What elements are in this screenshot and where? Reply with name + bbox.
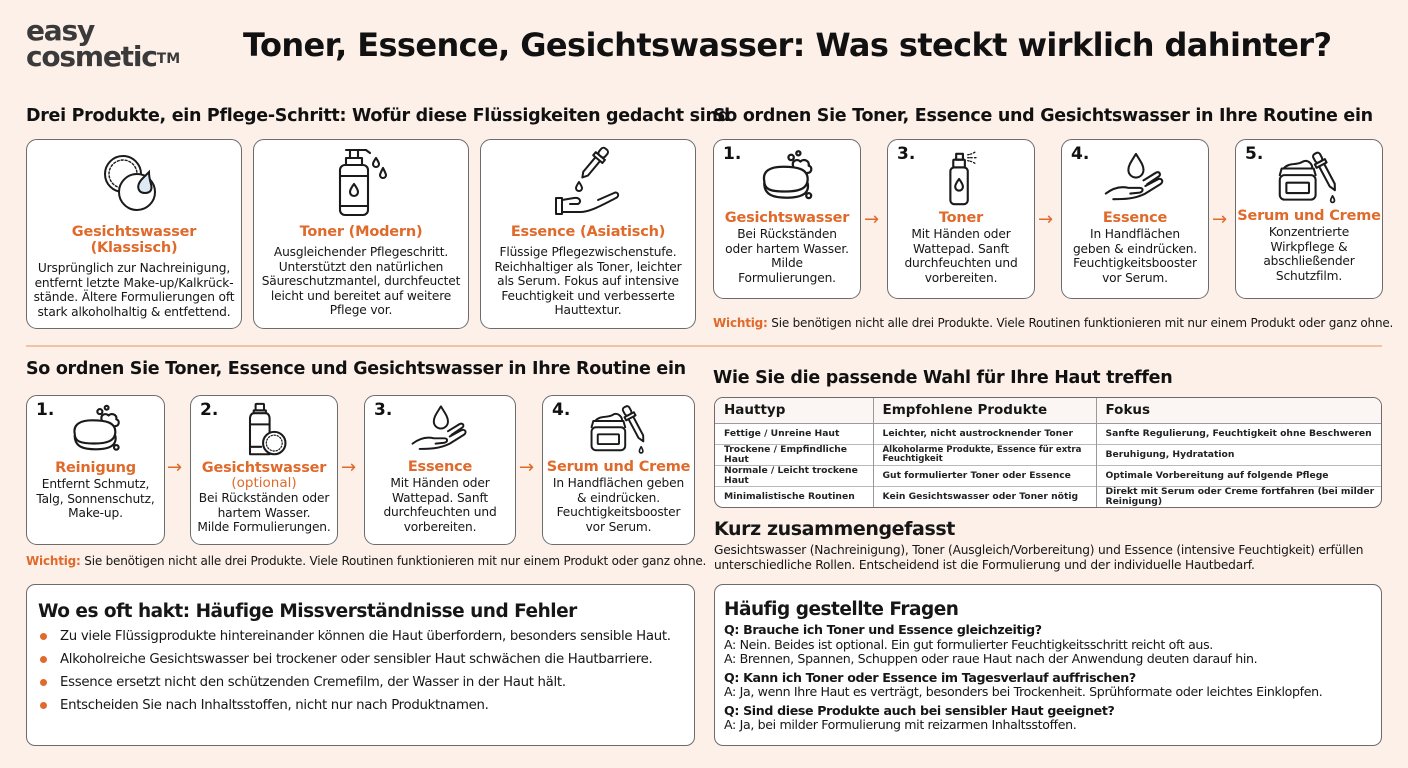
card-line: stark alkoholhaltig & entfettend. (37, 304, 231, 319)
product-card-gesichtswasser (26, 139, 242, 329)
step-line: abschließender (1263, 254, 1355, 269)
arrow-right-icon: → (1212, 209, 1228, 230)
step-description (27, 477, 164, 521)
step-number: 3. (374, 400, 393, 420)
step-line: Bei Rückständen oder (198, 491, 330, 505)
step-title: Essence (1102, 210, 1168, 226)
step-description (1062, 227, 1208, 285)
step-description (888, 227, 1034, 285)
table-cell: Beruhigung, Hydratation (1096, 444, 1381, 465)
step-title: Gesichtswasser (201, 460, 327, 476)
mistakes-list (38, 630, 684, 713)
column-header: Empfohlene Produkte (873, 398, 1096, 423)
step-number: 1. (36, 400, 55, 420)
list-item (38, 630, 684, 644)
list-item (38, 676, 684, 690)
step-line: Make-up. (68, 506, 123, 521)
faq-question: Q: Kann ich Toner oder Essence im Tagesverlauf auffrischen? (724, 669, 1136, 685)
note-label: Wichtig: (713, 316, 768, 330)
table-cell: Alkoholarme Produkte, Essence für extra Feuchtigkeit (873, 444, 1096, 465)
brand-logo (26, 14, 186, 73)
card-line: Feuchtigkeit und verbesserte (501, 288, 675, 303)
faq-answer: A: Nein. Beides ist optional. Ein gut formulierter Feuchtigkeitsschritt reicht oft aus. (724, 636, 1213, 652)
faq-item (724, 671, 1373, 700)
note-label: Wichtig: (26, 554, 81, 568)
table-cell: Normale / Leicht trockene Haut (715, 465, 873, 486)
step-description (714, 227, 860, 285)
bottle-pad-icon (240, 402, 288, 458)
brand-line-1: easy (26, 14, 95, 47)
step-line: In Handflächen (1090, 227, 1180, 241)
step-number: 4. (1071, 144, 1090, 164)
step-line: Schutzfilm. (1275, 268, 1343, 283)
spray-bottle-icon (941, 150, 981, 208)
routine-left-step-1 (26, 395, 165, 545)
column-header: Hauttyp (715, 398, 873, 423)
routine-right-step-3 (887, 139, 1035, 299)
table-cell: Sanfte Regulierung, Feuchtigkeit ohne Beschweren (1096, 423, 1381, 444)
bullet-icon (40, 702, 47, 709)
table-row (715, 423, 1381, 444)
step-line: Feuchtigkeitsbooster (1073, 256, 1197, 271)
faq-answer: A: Brennen, Spannen, Schuppen oder raue Haut nach der Anwendung deuten darauf hin. (724, 651, 1258, 666)
skin-table-title: Wie Sie die passende Wahl für Ihre Haut treffen (713, 368, 1173, 388)
step-line: Mit Händen oder (911, 227, 1011, 241)
column-header: Fokus (1096, 398, 1381, 423)
step-description (543, 476, 694, 534)
step-line: Mit Händen oder (390, 476, 490, 490)
card-title: Essence (Asiatisch) (510, 224, 666, 240)
card-line: Ausgleichender Pflegeschritt. (273, 245, 449, 259)
step-line: oder hartem Wasser. (725, 241, 849, 256)
page-title: Toner, Essence, Gesichtswasser: Was steckt wirklich dahinter? (243, 26, 1332, 64)
step-line: Formulierungen. (738, 270, 836, 285)
cream-jar-dropper-icon (588, 402, 650, 456)
routine-right-title: So ordnen Sie Toner, Essence und Gesichtswasser in Ihre Routine ein (713, 106, 1373, 126)
table-cell: Fettige / Unreine Haut (724, 427, 840, 439)
step-line: Milde Formulierungen. (197, 520, 331, 535)
step-line: hartem Wasser. (217, 505, 311, 520)
faq-box (714, 584, 1382, 746)
step-number: 5. (1245, 144, 1264, 164)
routine-right-step-1 (713, 139, 861, 299)
summary-title: Kurz zusammengefasst (714, 518, 955, 540)
routine-left-step-3 (364, 395, 516, 545)
table-header-row (715, 398, 1381, 423)
card-line: entfernt letzte Make-up/Kalkrück- (34, 275, 234, 290)
table-cell: Gut formulierter Toner oder Essence (873, 465, 1096, 486)
arrow-right-icon: → (341, 457, 357, 478)
step-line: Bei Rückständen (737, 227, 837, 241)
card-line: Hauttextur. (554, 303, 622, 318)
bullet-icon (40, 633, 47, 640)
list-item (38, 699, 684, 713)
trademark: TM (156, 51, 181, 67)
step-line: Entfernt Schmutz, (41, 477, 150, 491)
step-title: Reinigung (55, 460, 136, 476)
step-number: 4. (552, 400, 571, 420)
section-divider (26, 345, 1382, 347)
faq-question: Q: Brauche ich Toner und Essence gleichzeitig? (724, 622, 1042, 637)
summary-text: Gesichtswasser (Nachreinigung), Toner (Ausgleich/Vorbereitung) und Essence (intensive Feuchtigkeit) erfüllen unterschiedliche Rollen. Entscheidend ist die Formulierung und der individuelle Hautbedarf. (714, 543, 1364, 572)
step-description (365, 476, 515, 534)
step-number: 2. (200, 400, 219, 420)
step-line: geben & eindrücken. (1072, 241, 1198, 256)
step-subtitle: (optional) (231, 475, 297, 491)
mistakes-box (26, 584, 695, 746)
step-title: Serum und Creme (1237, 208, 1381, 224)
card-line: Flüssige Pflegezwischenstufe. (499, 245, 677, 259)
card-title: Gesichtswasser (Klassisch) (71, 224, 197, 256)
routine-left-step-4 (542, 395, 695, 545)
note-text: Sie benötigen nicht alle drei Produkte. Viele Routinen funktionieren mit nur einem Produkt oder ganz ohne. (767, 316, 1394, 330)
step-line: Milde (771, 256, 803, 271)
step-line: durchfeuchten und (383, 505, 497, 520)
routine-left-title: So ordnen Sie Toner, Essence und Gesichtswasser in Ihre Routine ein (26, 359, 686, 379)
note-text: Sie benötigen nicht alle drei Produkte. Viele Routinen funktionieren mit nur einem Produkt oder ganz ohne. (80, 554, 707, 568)
card-line: Pflege vor. (329, 303, 393, 318)
soap-icon (67, 404, 125, 454)
step-description (1236, 225, 1382, 283)
table-row (715, 444, 1381, 465)
card-line: Unterstützt den natürlichen (278, 259, 444, 274)
list-item-text: Alkoholreiche Gesichtswasser bei trockener oder sensibler Haut schwächen die Hautbarriere. (60, 652, 653, 667)
pump-bottle-icon (326, 146, 396, 218)
arrow-right-icon: → (167, 457, 183, 478)
step-line: vor Serum. (1102, 270, 1168, 285)
table-cell: Leichter, nicht austrocknender Toner (873, 423, 1096, 444)
card-description (254, 245, 468, 318)
step-number: 3. (897, 144, 916, 164)
step-title: Toner (938, 210, 984, 226)
step-line: durchfeuchten und (904, 256, 1018, 271)
card-description (481, 245, 695, 318)
step-description (191, 491, 337, 535)
step-line: Wattepad. Sanft (391, 490, 489, 505)
step-title: Essence (407, 459, 473, 475)
card-line: Ursprünglich zur Nachreinigung, (37, 261, 231, 275)
step-line: Talg, Sonnenschutz, (36, 491, 155, 506)
card-line: Säureschutzmantel, durchfeuctet (261, 274, 461, 289)
arrow-right-icon: → (864, 209, 880, 230)
bullet-icon (40, 679, 47, 686)
step-line: In Handflächen geben (552, 476, 685, 490)
faq-question: Q: Sind diese Produkte auch bei sensibler Haut geeignet? (724, 702, 1115, 718)
soap-icon (756, 150, 818, 202)
brand-line-2: cosmetic (26, 40, 157, 73)
list-item-text: Zu viele Flüssigprodukte hintereinander können die Haut überfordern, besonders sensible Haut. (60, 629, 671, 644)
faq-answer: A: Ja, bei milder Formulierung mit reizarmen Inhaltsstoffen. (724, 717, 1077, 732)
table-cell: Minimalistische Routinen (715, 486, 873, 507)
step-line: Wirkpflege & (1270, 239, 1348, 254)
routine-right-step-5 (1235, 139, 1383, 299)
card-line: leicht und bereitet auf weitere (270, 288, 452, 303)
card-line: als Serum. Fokus auf intensive (497, 274, 679, 289)
bullet-icon (40, 656, 47, 663)
step-title: Serum und Creme (546, 459, 691, 475)
routine-left-step-2 (190, 395, 338, 545)
faq-title: Häufig gestellte Fragen (724, 599, 959, 620)
arrow-right-icon: → (1038, 209, 1054, 230)
table-cell: Trockene / Empfindliche Haut (715, 444, 873, 465)
list-item-text: Essence ersetzt nicht den schützenden Cremefilm, der Wasser in der Haut hält. (60, 675, 566, 690)
faq-list (724, 623, 1373, 733)
list-item (38, 653, 684, 667)
table-cell: Direkt mit Serum oder Creme fortfahren (bei milder Reinigung) (1096, 486, 1381, 507)
dropper-hand-icon (552, 146, 624, 218)
product-card-essence (480, 139, 696, 329)
step-line: Wattepad. Sanft (912, 241, 1010, 256)
faq-item (724, 704, 1373, 733)
skin-type-table (714, 397, 1382, 508)
cream-jar-dropper-icon (1276, 148, 1342, 206)
step-line: vorbereiten. (924, 270, 998, 285)
table-cell: Optimale Vorbereitung auf folgende Pflege (1096, 465, 1381, 486)
products-section-title: Drei Produkte, ein Pflege-Schritt: Wofür diese Flüssigkeiten gedacht sind (26, 106, 730, 126)
table-row (715, 486, 1381, 507)
table-row (715, 465, 1381, 486)
routine-right-step-4 (1061, 139, 1209, 299)
routine-left-note (26, 554, 706, 568)
step-title: Gesichtswasser (724, 210, 850, 226)
routine-right-note (713, 316, 1393, 330)
list-item-text: Entscheiden Sie nach Inhaltsstoffen, nicht nur nach Produktnamen. (60, 698, 489, 713)
card-title: Toner (Modern) (299, 224, 423, 240)
cotton-pad-drop-icon (99, 148, 169, 218)
hand-drop-icon (1102, 152, 1168, 204)
faq-answer: A: Ja, wenn Ihre Haut es verträgt, besonders bei Trockenheit. Sprühformate oder leichtes Einklopfen. (724, 684, 1323, 699)
step-line: vorbereiten. (403, 519, 477, 534)
mistakes-title: Wo es oft hakt: Häufige Missverständnisse und Fehler (38, 601, 577, 622)
table-cell: Kein Gesichtswasser oder Toner nötig (873, 486, 1096, 507)
card-description (27, 261, 241, 319)
faq-item (724, 623, 1373, 667)
card-line: Reichhaltiger als Toner, leichter (494, 259, 682, 274)
step-number: 1. (723, 144, 742, 164)
card-line: stände. Ältere Formulierungen oft (33, 290, 235, 305)
step-line: Feuchtigkeitsbooster (556, 505, 681, 520)
arrow-right-icon: → (519, 457, 535, 478)
hand-drop-icon (409, 404, 471, 454)
step-line: & eindrücken. (577, 490, 660, 505)
product-card-toner (253, 139, 469, 329)
step-line: vor Serum. (585, 519, 652, 534)
step-line: Konzentrierte (1268, 225, 1350, 239)
